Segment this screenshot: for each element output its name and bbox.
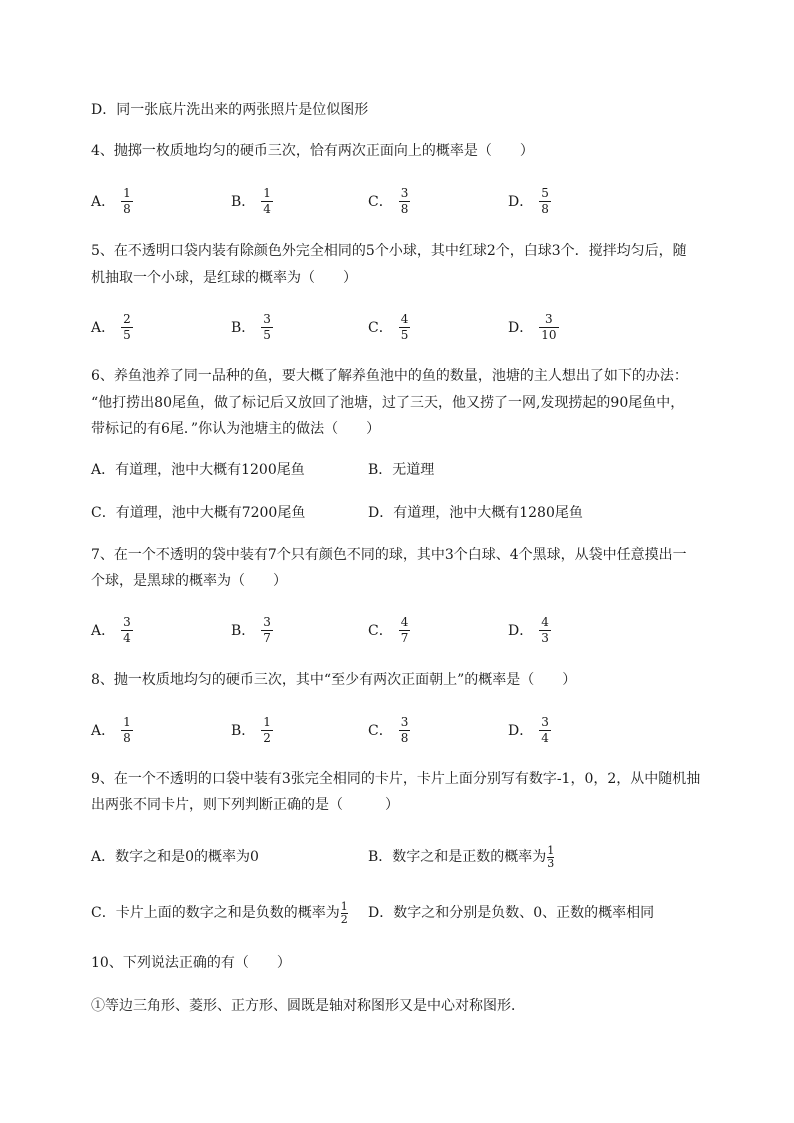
denominator: 5	[400, 327, 409, 342]
numerator: 1	[340, 899, 348, 913]
option-label: D．	[508, 194, 534, 210]
q4-option-a	[91, 181, 133, 221]
q8-option-d	[508, 710, 551, 750]
option-label: C．	[368, 623, 393, 639]
q7-option-b	[231, 610, 273, 650]
option-label: A．	[91, 623, 116, 639]
denominator: 8	[400, 201, 409, 216]
fraction	[539, 615, 551, 646]
fraction	[121, 715, 133, 746]
q9-stem-line1: 9、在一个不透明的口袋中装有3张完全相同的卡片，卡片上面分别写有数字-1，0，2，从中随机抽	[91, 771, 701, 787]
q8-stem: 8、抛一枚质地均匀的硬币三次，其中“至少有两次正面朝上”的概率是（ ）	[91, 672, 577, 688]
denominator: 4	[541, 730, 549, 745]
fraction	[539, 312, 558, 343]
numerator: 3	[263, 311, 271, 326]
q6-option-c: C．有道理，池中大概有7200尾鱼	[91, 505, 306, 521]
numerator: 3	[263, 614, 271, 629]
option-text: B．数字之和是正数的概率为	[368, 849, 547, 865]
q6-stem-line1: 6、养鱼池养了同一品种的鱼，要大概了解养鱼池中的鱼的数量，池塘的主人想出了如下的办法：	[91, 368, 688, 384]
numerator: 1	[123, 185, 131, 200]
q9-stem-line2: 出两张不同卡片，则下列判断正确的是（ ）	[91, 797, 399, 813]
q6-option-b: B．无道理	[368, 462, 435, 478]
fraction	[399, 186, 411, 217]
fraction	[121, 615, 133, 646]
q9-option-d: D．数字之和分别是负数、0、正数的概率相同	[368, 905, 655, 921]
q5-options	[91, 307, 731, 347]
numerator: 1	[263, 714, 271, 729]
q9-option-a: A．数字之和是0的概率为0	[91, 849, 259, 865]
q5-stem-line1: 5、在不透明口袋内装有除颜色外完全相同的5个小球，其中红球2个，白球3个．搅拌均匀后，随	[91, 243, 687, 259]
numerator: 4	[541, 614, 549, 629]
fraction	[121, 312, 133, 343]
q7-option-c	[368, 610, 410, 650]
denominator: 7	[400, 630, 409, 645]
denominator: 10	[541, 327, 557, 342]
denominator: 5	[123, 327, 131, 342]
numerator: 1	[263, 185, 271, 200]
fraction	[261, 186, 273, 217]
numerator: 3	[400, 185, 409, 200]
q7-stem-line1: 7、在一个不透明的袋中装有7个只有颜色不同的球，其中3个白球、4个黑球，从袋中任意摸出一	[91, 547, 687, 563]
q5-option-c	[368, 307, 410, 347]
option-label: C．	[368, 194, 393, 210]
fraction	[547, 845, 554, 870]
numerator: 1	[123, 714, 131, 729]
fraction	[399, 312, 411, 343]
denominator: 3	[547, 856, 555, 870]
q7-options	[91, 610, 731, 650]
denominator: 8	[541, 201, 549, 216]
fraction	[261, 312, 273, 343]
numerator: 3	[545, 311, 553, 326]
q3-option-d: D．同一张底片洗出来的两张照片是位似图形	[91, 102, 369, 118]
q8-options	[91, 710, 731, 750]
numerator: 3	[541, 714, 549, 729]
q8-option-b	[231, 710, 273, 750]
option-label: B．	[231, 723, 256, 739]
numerator: 3	[123, 614, 131, 629]
option-label: B．	[231, 194, 256, 210]
option-label: A．	[91, 723, 116, 739]
q5-option-d	[508, 307, 559, 347]
fraction	[399, 715, 411, 746]
denominator: 2	[263, 730, 271, 745]
numerator: 4	[400, 614, 409, 629]
numerator: 5	[541, 185, 549, 200]
fraction	[121, 186, 133, 217]
q5-stem-line2: 机抽取一个小球，是红球的概率为（ ）	[91, 270, 357, 286]
q4-option-b	[231, 181, 273, 221]
denominator: 2	[340, 912, 348, 926]
option-label: B．	[231, 320, 256, 336]
denominator: 4	[263, 201, 271, 216]
numerator: 4	[400, 311, 409, 326]
denominator: 8	[123, 201, 131, 216]
q6-stem-line3: 带标记的有6尾．”你认为池塘主的做法（ ）	[91, 421, 381, 437]
option-label: D．	[508, 723, 534, 739]
q6-option-d: D．有道理，池中大概有1280尾鱼	[368, 505, 583, 521]
q7-stem-line2: 个球，是黑球的概率为（ ）	[91, 573, 287, 589]
option-label: C．	[368, 320, 393, 336]
numerator: 2	[123, 311, 131, 326]
q5-option-b	[231, 307, 273, 347]
denominator: 8	[123, 730, 131, 745]
q6-stem-line2: “他打捞出80尾鱼，做了标记后又放回了池塘，过了三天，他又捞了一网,发现捞起的90尾鱼中，	[91, 395, 685, 411]
q4-option-c	[368, 181, 410, 221]
numerator: 3	[400, 714, 409, 729]
q8-option-a	[91, 710, 133, 750]
q4-stem: 4、抛掷一枚质地均匀的硬币三次，恰有两次正面向上的概率是（ ）	[91, 143, 534, 159]
denominator: 8	[400, 730, 409, 745]
q5-option-a	[91, 307, 133, 347]
fraction	[399, 615, 411, 646]
q10-statement-1: ①等边三角形、菱形、正方形、圆既是轴对称图形又是中心对称图形．	[91, 998, 525, 1014]
option-text: C．卡片上面的数字之和是负数的概率为	[91, 905, 340, 921]
q9-option-b	[368, 838, 554, 876]
fraction	[261, 615, 273, 646]
q4-options	[91, 181, 731, 221]
numerator: 1	[547, 843, 555, 857]
option-label: D．	[508, 623, 534, 639]
fraction	[341, 901, 348, 926]
denominator: 3	[541, 630, 549, 645]
option-label: D．	[508, 320, 534, 336]
option-label: C．	[368, 723, 393, 739]
fraction	[261, 715, 273, 746]
denominator: 7	[263, 630, 271, 645]
option-label: A．	[91, 320, 116, 336]
fraction	[539, 715, 551, 746]
option-label: A．	[91, 194, 116, 210]
q6-option-a: A．有道理，池中大概有1200尾鱼	[91, 462, 305, 478]
fraction	[539, 186, 551, 217]
q7-option-d	[508, 610, 551, 650]
q9-option-c	[91, 894, 348, 932]
q7-option-a	[91, 610, 133, 650]
q10-stem: 10、下列说法正确的有（ ）	[91, 955, 291, 971]
q4-option-d	[508, 181, 551, 221]
option-label: B．	[231, 623, 256, 639]
denominator: 4	[123, 630, 131, 645]
denominator: 5	[263, 327, 271, 342]
q8-option-c	[368, 710, 410, 750]
